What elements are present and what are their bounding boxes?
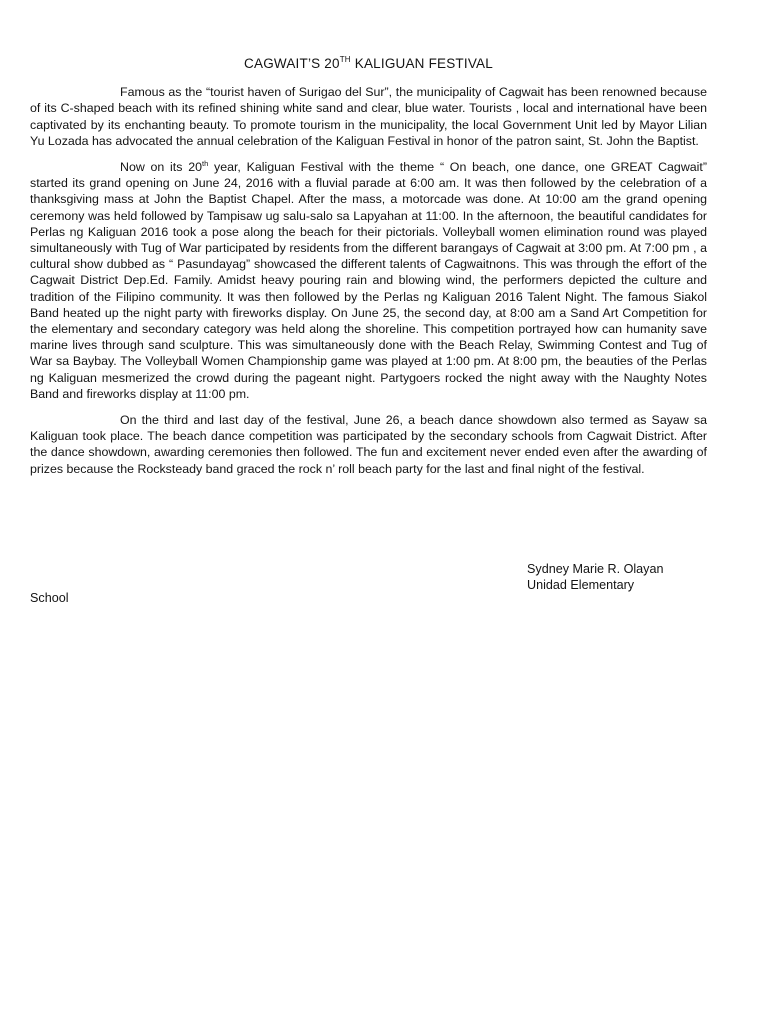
paragraph-1: Famous as the “tourist haven of Surigao del Sur”, the municipality of Cagwait has been renowned because of its C-shaped beach with its refined shining white sand and clear, blue water. Tourists , local and international have been captivated by its enchanting beauty. To promote tourism in the municipality, the local Government Unit led by Mayor Lilian Yu Lozada has advocated the annual celebration of the Kaliguan Festival in honor of the patron saint, St. John the Baptist. — [30, 85, 707, 148]
paragraph-2-superscript: th — [201, 158, 209, 168]
title-suffix: KALIGUAN FESTIVAL — [350, 56, 493, 71]
document-body — [30, 56, 707, 487]
author-affiliation: Unidad Elementary — [527, 577, 635, 592]
title-prefix: CAGWAIT’S 20 — [244, 56, 340, 71]
paragraph-3: On the third and last day of the festival, June 26, a beach dance showdown also termed as Sayaw sa Kaliguan took place. The beach dance competition was participated by the secondary schools from Cagwait District. After the dance showdown, awarding ceremonies then followed. The fun and excitement never ended even after the awarding of prizes because the Rocksteady band graced the rock n’ roll beach party for the last and final night of the festival. — [30, 413, 707, 476]
title-superscript: TH — [339, 54, 351, 64]
paragraph-2-prefix: Now on its 20 — [120, 160, 202, 175]
document-title — [30, 56, 707, 72]
signature-block — [527, 562, 664, 593]
author-name: Sydney Marie R. Olayan — [527, 562, 664, 576]
paragraph-2 — [30, 159, 707, 402]
author-affiliation-continued: School — [30, 591, 69, 605]
paragraph-2-body: year, Kaliguan Festival with the theme “ On beach, one dance, one GREAT Cagwait” started its grand opening on June 24, 2016 with a fluvial parade at 6:00 am. It was then followed by the celebration of a thanksgiving mass at John the Baptist Chapel. After the mass, a motorcade was done. At 10:00 am the grand opening ceremony was held followed by Tampisaw ug salu-salo sa Lapyahan at 11:00. In the afternoon, the beautiful candidates for Perlas ng Kaliguan 2016 took a pose along the beach for their pictorials. Volleyball women elimination round was played simultaneously with Tug of War participated by residents from the different barangays of Cagwait at 3:00 pm. At 7:00 pm , a cultural show dubbed as “ Pasundayag” showcased the different talents of Cagwaitnons. This was through the effort of the Cagwait District Dep.Ed. Family. Amidst heavy pouring rain and blowing wind, the performers depicted the culture and tradition of the Filipino community. It was then followed by the Perlas ng Kaliguan 2016 Talent Night. The famous Siakol Band heated up the night party with fireworks display. On June 25, the second day, at 8:00 am a Sand Art Competition for the elementary and secondary category was held along the shoreline. This competition portrayed how can humanity save marine lives through sand sculpture. This was simultaneously done with the Beach Relay, Swimming Contest and Tug of War sa Baybay. The Volleyball Women Championship game was played at 1:00 pm. At 8:00 pm, the beauties of the Perlas ng Kaliguan mesmerized the crowd during the pageant night. Partygoers rocked the night away with the Naughty Notes Band and fireworks display at 11:00 pm. — [30, 160, 707, 401]
